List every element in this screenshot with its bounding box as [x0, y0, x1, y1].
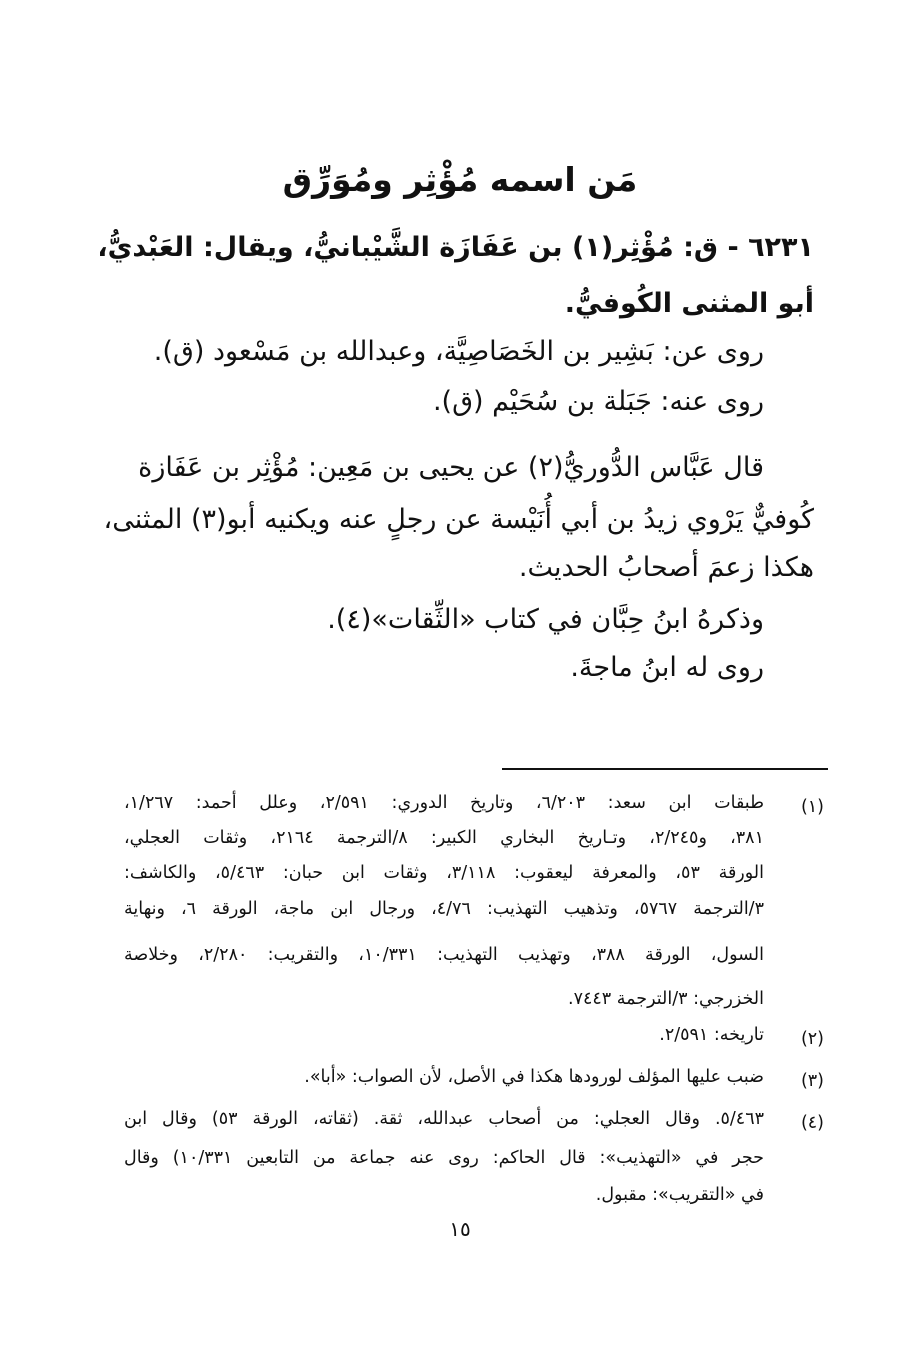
entry-header-line: ٦٢٣١ - ق: مُؤْثِر(١) بن عَفَازَة الشَّيْبانيُّ، ويقال: العَبْديُّ،: [97, 232, 814, 263]
footnote-line: ٥/٤٦٣. وقال العجلي: من أصحاب عبدالله، ثقة. (ثقاته، الورقة ٥٣) وقال ابن: [124, 1109, 765, 1129]
footnote-number: (١): [800, 797, 824, 817]
footnote-line: تاريخه: ٢/٥٩١.: [659, 1025, 764, 1045]
footnote-line: ٣٨١، و٢/٢٤٥، وتـاريخ البخاري الكبير: ٨/الترجمة ٢١٦٤، وثقات العجلي،: [124, 828, 764, 848]
footnote-number: (٢): [800, 1029, 824, 1049]
body-paragraph-line: هكذا زعمَ أصحابُ الحديث.: [518, 552, 814, 583]
entry-kunya-line: أبو المثنى الكُوفيُّ.: [564, 288, 814, 319]
footnote-line: الورقة ٥٣، والمعرفة ليعقوب: ٣/١١٨، وثقات ابن حبان: ٥/٤٦٣، والكاشف:: [124, 863, 764, 883]
footnote-line: السول، الورقة ٣٨٨، وتهذيب التهذيب: ١٠/٣٣١، والتقريب: ٢/٢٨٠، وخلاصة: [124, 945, 764, 965]
footnote-line: طبقات ابن سعد: ٦/٢٠٣، وتاريخ الدوري: ٢/٥٩١، وعلل أحمد: ١/٢٦٧،: [124, 793, 765, 813]
footnote-line: حجر في «التهذيب»: قال الحاكم: روى عنه جماعة من التابعين ١٠/٣٣١) وقال: [124, 1148, 764, 1168]
footnote-line: ٣/الترجمة ٥٧٦٧، وتذهيب التهذيب: ٤/٧٦، ورجال ابن ماجة، الورقة ٦، ونهاية: [124, 899, 764, 919]
footnote-line: الخزرجي: ٣/الترجمة ٧٤٤٣.: [568, 989, 764, 1009]
body-paragraph-line: وذكرهُ ابنُ حِبَّان في كتاب «الثِّقات»(٤).: [327, 604, 764, 635]
footnote-number: (٣): [800, 1071, 824, 1091]
footnote-line: في «التقريب»: مقبول.: [595, 1185, 764, 1205]
footnote-line: ضبب عليها المؤلف لورودها هكذا في الأصل، لأن الصواب: «أبا».: [304, 1067, 764, 1087]
narrated-by-line: روى عنه: جَبَلة بن سُحَيْم (ق).: [432, 386, 764, 417]
page-number: ١٥: [449, 1217, 471, 1241]
narrated-from-line: روى عن: بَشِير بن الخَصَاصِيَّة، وعبدالله بن مَسْعود (ق).: [153, 336, 764, 367]
footnote-number: (٤): [800, 1113, 824, 1133]
body-paragraph-line: قال عَبَّاس الدُّوريُّ(٢) عن يحيى بن مَعِين: مُؤْثِر بن عَفَازة: [138, 452, 764, 483]
body-paragraph-line: كُوفيٌّ يَرْوي زيدُ بن أبي أُنَيْسة عن رجلٍ عنه ويكنيه أبو(٣) المثنى،: [103, 504, 814, 535]
section-title: مَن اسمه مُؤْثِر ومُوَرِّق: [282, 160, 638, 199]
footnote-separator: [502, 768, 828, 770]
body-paragraph-line: روى له ابنُ ماجةَ.: [570, 652, 764, 683]
